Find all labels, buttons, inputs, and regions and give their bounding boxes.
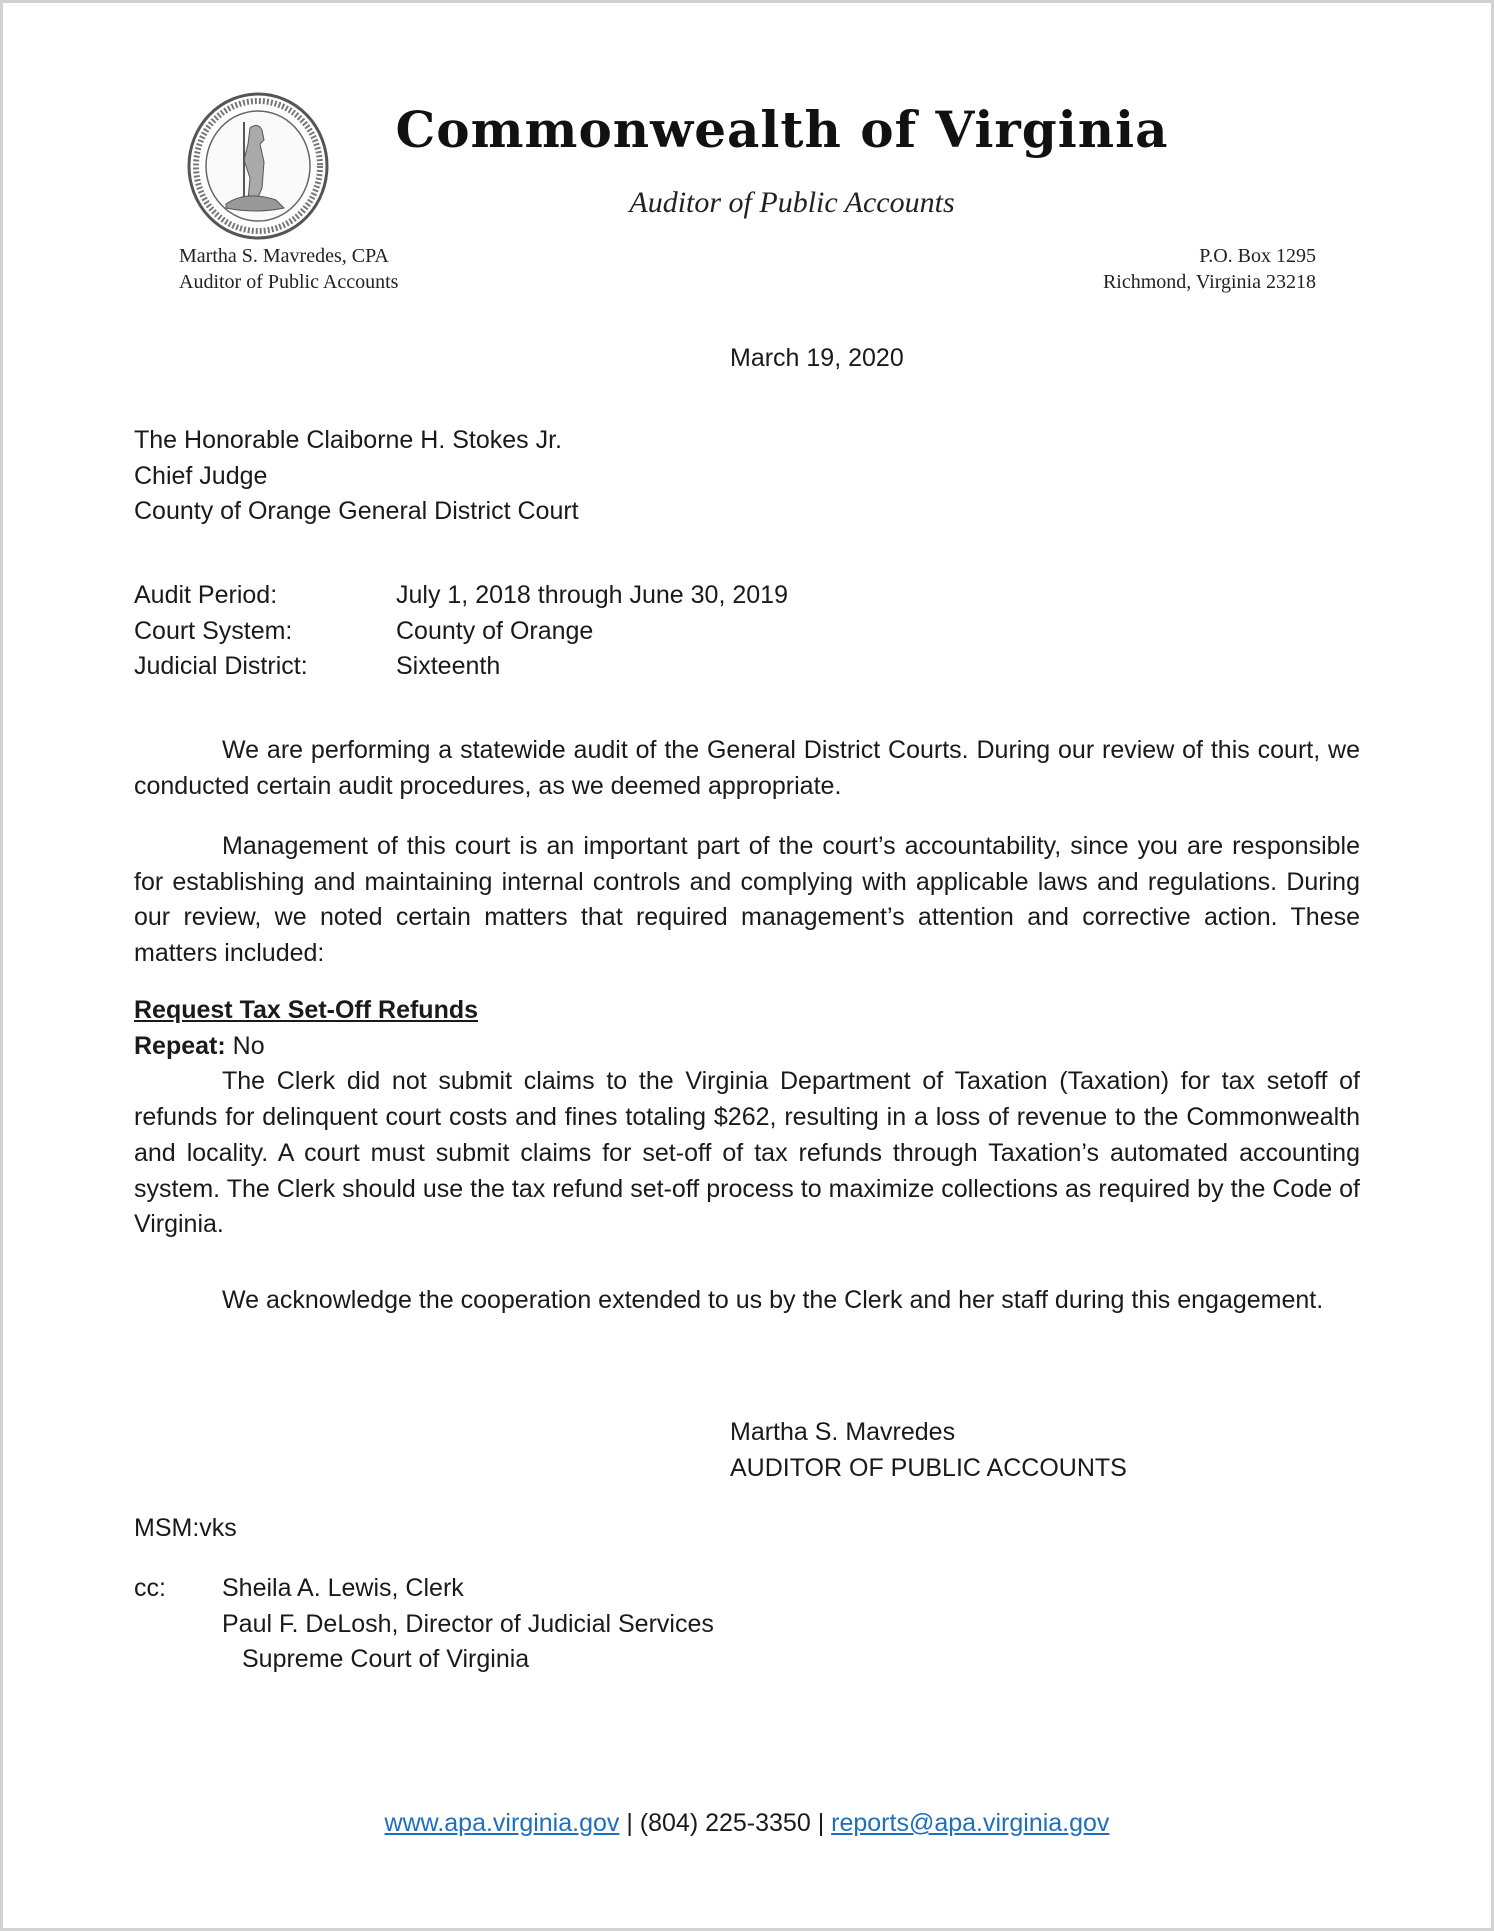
cc-block	[134, 1571, 714, 1678]
intro-paragraph: We are performing a statewide audit of the General District Courts. During our review of this court, we conducted certain audit procedures, as we deemed appropriate.	[134, 736, 1360, 800]
recipient-court: County of Orange General District Court	[134, 497, 579, 526]
audit-info-row	[134, 614, 788, 650]
email-link[interactable]: reports@apa.virginia.gov	[831, 1809, 1110, 1837]
cc-recipient: Sheila A. Lewis, Clerk	[222, 1574, 464, 1602]
footer-separator: |	[810, 1809, 832, 1837]
reference-initials: MSM:vks	[134, 1514, 237, 1542]
repeat-label: Repeat:	[134, 1031, 226, 1060]
cc-recipient: Paul F. DeLosh, Director of Judicial Services	[222, 1609, 714, 1638]
letter-date: March 19, 2020	[730, 344, 904, 372]
recipient-title: Chief Judge	[134, 461, 268, 490]
court-system-label: Court System:	[134, 616, 293, 645]
auditor-contact-block	[179, 243, 398, 295]
acknowledgement-paragraph: We acknowledge the cooperation extended to us by the Clerk and her staff during this engagement.	[222, 1286, 1324, 1314]
footer-separator: |	[619, 1809, 640, 1837]
signer-name: Martha S. Mavredes	[730, 1418, 956, 1446]
audit-period-label: Audit Period:	[134, 581, 278, 609]
audit-info	[134, 578, 788, 685]
cc-label: cc:	[134, 1574, 166, 1602]
management-paragraph: Management of this court is an important part of the court’s accountability, since you are responsible for establishing and maintaining internal controls and complying with applicable laws and regulations. During our review, we noted certain matters that required management’s attention and corrective action. These matters included:	[134, 832, 1360, 968]
mailing-address-block	[1103, 243, 1316, 295]
audit-period-value: July 1, 2018 through June 30, 2019	[396, 581, 788, 609]
auditor-name: Martha S. Mavredes, CPA	[179, 245, 389, 267]
cc-recipient-sub: Supreme Court of Virginia	[242, 1645, 530, 1674]
recipient-address	[134, 423, 579, 530]
signature-block	[730, 1415, 1127, 1486]
letterhead-subtitle: Auditor of Public Accounts	[629, 186, 955, 219]
recipient-name: The Honorable Claiborne H. Stokes Jr.	[134, 426, 562, 454]
po-box: P.O. Box 1295	[1199, 245, 1316, 267]
letterhead-title: Commonwealth of Virginia	[395, 100, 1169, 159]
signer-title: AUDITOR OF PUBLIC ACCOUNTS	[730, 1453, 1127, 1482]
footer	[0, 1806, 1494, 1842]
finding-text: The Clerk did not submit claims to the Virginia Department of Taxation (Taxation) for tax setoff of refunds for delinquent court costs and fines totaling $262, resulting in a loss of revenue to the Commonwealth and locality. A court must submit claims for set-off of tax refunds through Taxation’s automated accounting system. The Clerk should use the tax refund set-off process to maximize collections as required by the Code of Virginia.	[134, 1067, 1360, 1239]
cc-recipients	[222, 1571, 714, 1678]
court-system-value: County of Orange	[396, 616, 594, 645]
repeat-line	[134, 1029, 1360, 1065]
judicial-district-value: Sixteenth	[396, 652, 501, 681]
auditor-title: Auditor of Public Accounts	[179, 271, 399, 293]
phone-number: (804) 225-3350	[639, 1809, 811, 1837]
audit-info-row	[134, 649, 788, 685]
audit-info-row	[134, 578, 788, 614]
website-link[interactable]: www.apa.virginia.gov	[384, 1809, 620, 1837]
cc-row	[134, 1571, 714, 1678]
city-state-zip: Richmond, Virginia 23218	[1102, 271, 1316, 293]
finding-section	[134, 993, 1360, 1243]
judicial-district-label: Judicial District:	[134, 652, 308, 681]
repeat-value: No	[225, 1031, 265, 1060]
finding-title: Request Tax Set-Off Refunds	[134, 996, 479, 1024]
